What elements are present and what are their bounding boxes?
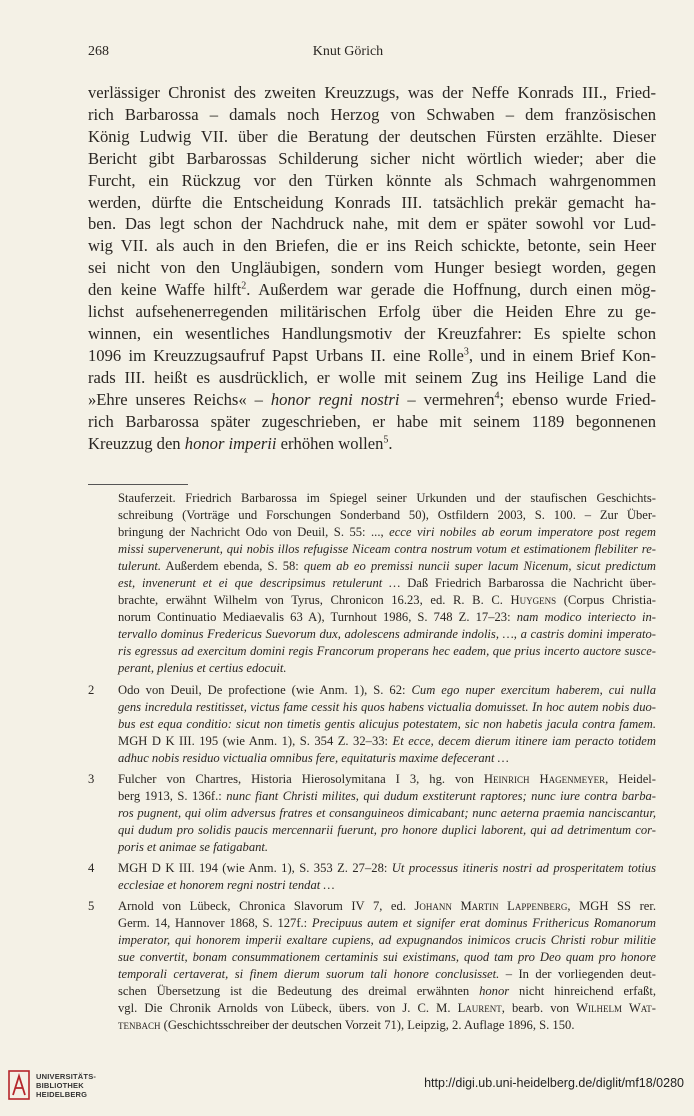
latin-quote: ris egressus ad exercitum domini regis Francorum properans hec eadem, que prius incerto auctore susce- (118, 644, 656, 659)
editor-name: Johann Martin Lappenberg (414, 899, 568, 914)
note-line (118, 771, 656, 788)
footnote-ref-5[interactable]: 5 (383, 433, 389, 445)
footnote-1-continued (88, 490, 656, 678)
latin-term: honor imperii (184, 433, 277, 453)
latin-quote: sue convertit, bonam consummationem certaminis sui existimans, quod tam pro Deo quam pro honore (118, 950, 656, 965)
note-line (118, 839, 656, 856)
footnote-ref-2[interactable]: 2 (241, 280, 247, 292)
note-line (118, 915, 656, 932)
library-name-line: HEIDELBERG (36, 1090, 88, 1099)
text-line: ben. Das legt schon der Nachdruck nahe, mit dem er später sowohl vor Lud- (88, 214, 656, 234)
note-line (118, 524, 656, 541)
text-line: werden, dürfte die Entscheidung Konrads III. tatsächlich prekär gemacht ha- (88, 192, 656, 212)
latin-quote: nam modico interiecto in- (516, 610, 656, 625)
page-number: 268 (88, 44, 109, 59)
text-span: Außerdem ebenda, S. 58: (161, 559, 304, 574)
footnote-ref-4[interactable]: 4 (494, 390, 500, 402)
text-span: , Heidel- (605, 771, 656, 786)
text-line (88, 433, 656, 455)
latin-quote: Et ecce, decem dierum itinere iam peracto totidem (392, 733, 656, 748)
latin-quote: imperator, qui honorem imperii exaltare cupiens, ad expugnandos inimicos crucis Christi robur militie (118, 933, 656, 948)
digitization-footer (0, 1064, 694, 1116)
editor-name: Wilhelm Wat- (576, 1001, 656, 1016)
text-line: König Ludwig VII. über die Beratung der deutschen Fürsten erzählte. Dieser (88, 126, 656, 146)
footnote-number: 5 (88, 899, 95, 914)
footnote-3 (88, 771, 656, 856)
text-span: nicht hinreichend erfaßt, (509, 984, 656, 999)
footnote-rule (88, 484, 188, 485)
text-span: Kreuzzug den (88, 433, 185, 453)
note-line (118, 592, 656, 609)
text-line: Furcht, ein Rückzug vor den Türken könnte als Schmach wahrgenommen (88, 170, 656, 190)
note-line (118, 860, 656, 877)
note-line (118, 949, 656, 966)
text-span: Fulcher von Chartres, Historia Hierosolymitana I 3, hg. von (118, 771, 484, 786)
note-line (118, 626, 656, 643)
text-line: rich Barbarossa – damals noch Herzog von Schwaben – dem französischen (88, 104, 656, 124)
main-text (88, 82, 656, 454)
text-span: »Ehre unseres Reichs« – (88, 389, 271, 409)
latin-quote: tervallo dominus Fredericus Suevorum dux, adolescens admirande indolis, …, a castris domini imperato- (118, 627, 656, 642)
text-span: berg 1913, S. 136f.: (118, 788, 227, 803)
text-span: – vermehren (399, 389, 495, 409)
text-span: , und in einem Brief Kon- (468, 345, 656, 365)
text-line: verlässiger Chronist des zweiten Kreuzzugs, was der Neffe Konrads III., Fried- (88, 83, 656, 102)
text-span: Odo von Deuil, De profectione (wie Anm. 1), S. 62: (118, 682, 412, 697)
editor-name: Huygens (510, 593, 557, 608)
latin-quote: nunc fiant Christi milites, qui dudum exstiterunt raptores; nunc iure contra barba- (226, 788, 656, 803)
note-line (118, 932, 656, 949)
text-line: Bericht gibt Barbarossas Schilderung sicher nicht wörtlich wieder; aber die (88, 148, 656, 168)
text-span: vgl. Die Chronik Arnolds von Lübeck, übers. von J. C. M. (118, 1001, 458, 1016)
text-line (88, 279, 656, 301)
latin-quote: ecclesiae et honorem regni nostri tendat … (118, 878, 335, 893)
latin-quote: ecce viri nobiles ab eorum imperatore post regem (389, 525, 656, 540)
text-span: brachte, erwähnt Wilhelm von Tyrus, Chronicon 16.23, ed. R. B. C. (118, 593, 511, 608)
latin-quote: gens incredula restitisset, victus fame cessit his quos habens victualia domuisset. In hoc autem nobis duo- (118, 699, 656, 714)
latin-quote: missi supervenerunt, qui nobis illos refugisse Niceam contra nostrum votum et estimationem flebiliter re- (118, 542, 656, 557)
text-line: rich Barbarossa später zugeschrieben, er habe mit seinem 1189 begonnenen (88, 411, 656, 431)
text-span: den keine Waffe hilft (88, 280, 242, 300)
library-name (36, 1072, 96, 1099)
latin-term: honor regni nostri (270, 389, 400, 409)
text-line: rads III. heißt es ausdrücklich, er wolle mit seinem Zug ins Heilige Land die (88, 367, 656, 387)
text-span: Daß Friedrich Barbarossa die Nachricht über- (400, 576, 657, 591)
text-line (88, 389, 656, 411)
latin-quote: Precipuus autem et signifer erat dominus Frithericus Romanorum (311, 916, 656, 931)
text-line: lichst aufsehenerregenden militärischen Erfolg über die Heiden Ehre zu ge- (88, 302, 656, 322)
footnote-number: 3 (88, 771, 95, 786)
note-line: Stauferzeit. Friedrich Barbarossa im Spiegel seiner Urkunden und der staufischen Geschichts- (118, 491, 656, 505)
latin-quote: bus est equa conditio: sicut non timetis gentis alicujus potestatem, sic non habetis jacula contra famem. (118, 716, 656, 731)
text-span: , MGH SS rer. (567, 899, 657, 914)
latin-quote: poris et animae se fatigabant. (118, 839, 269, 854)
latin-term: honor (479, 984, 510, 999)
note-line (118, 750, 656, 767)
note-line (118, 609, 656, 626)
text-span: schen Übersetzung ist die Bedeutung des dreimal erwähnten (118, 984, 480, 999)
note-line (118, 575, 656, 592)
note-line (118, 898, 656, 915)
text-span: MGH D K III. 195 (wie Anm. 1), S. 354 Z. 32–33: (118, 733, 393, 748)
editor-name: Heinrich Hagenmeyer (483, 771, 606, 786)
footnote-number: 2 (88, 682, 95, 697)
latin-quote: temporali certaverat, si finem dierum suorum tali honore conclusisset. (118, 967, 500, 982)
latin-quote: adhuc nobis residuo victualia omnibus fere, equitaturis maxime defecerant … (118, 750, 509, 765)
text-line (88, 345, 656, 367)
running-head-author: Knut Görich (312, 44, 384, 59)
note-line (118, 716, 656, 733)
text-span: . (388, 433, 393, 453)
text-span: Arnold von Lübeck, Chronica Slavorum IV 7, ed. (118, 899, 415, 914)
latin-quote: perant, plenius et certius edocuit. (118, 661, 287, 676)
note-line (118, 805, 656, 822)
text-span: – In der vorliegenden deut- (499, 967, 657, 982)
text-span: 1096 im Kreuzzugsaufruf Papst Urbans II. eine Rolle (88, 345, 464, 365)
editor-name: Laurent (457, 1001, 502, 1016)
note-line (118, 1000, 656, 1017)
text-span: bringung der Nachricht Odo von Deuil, S. 55: ..., (118, 525, 390, 540)
text-span: (Corpus Christia- (556, 593, 656, 608)
footnote-2 (88, 682, 656, 767)
note-line (118, 877, 656, 894)
library-name-line: UNIVERSITÄTS- (36, 1072, 97, 1081)
note-line (118, 1017, 656, 1034)
note-line (118, 966, 656, 983)
text-line: wig VII. als auch in den Briefen, die er ins Reich schickte, betonte, sein Heer (88, 236, 656, 256)
text-span: norum Continuatio Mediaevalis 63 A), Turnhout 1986, S. 748 Z. 17–23: (118, 610, 517, 625)
footnote-number: 4 (88, 860, 95, 875)
latin-quote: Cum ego nuper exercitum haberem, cui nulla (411, 682, 656, 697)
library-logo-icon (8, 1070, 30, 1100)
latin-quote: qui dudum pro solidis paucis mercennarii fuerunt, pro honore duplici laborent, qui ad detrimentum cor- (118, 822, 656, 837)
text-span: , bearb. von (501, 1001, 577, 1016)
text-span: ; ebenso wurde Fried- (499, 389, 656, 409)
footnote-5 (88, 898, 656, 1034)
text-span: erhöhen wollen (276, 433, 384, 453)
note-line (118, 541, 656, 558)
note-line: schreibung (Vorträge und Forschungen Sonderband 50), Ostfildern 2003, S. 100. – Zur Über- (118, 508, 656, 523)
text-line: winnen, ein wesentliches Handlungsmotiv der Kreuzfahrer: Es spielte schon (88, 323, 656, 343)
running-header (88, 44, 608, 64)
note-line (118, 660, 656, 677)
text-span: MGH D K III. 194 (wie Anm. 1), S. 353 Z. 27–28: (118, 860, 392, 875)
library-name-line: BIBLIOTHEK (36, 1081, 84, 1090)
footnotes (88, 490, 656, 1034)
note-line (118, 699, 656, 716)
text-span: (Geschichtsschreiber der deutschen Vorzeit 71), Leipzig, 2. Auflage 1896, S. 150. (160, 1018, 575, 1033)
note-line (118, 558, 656, 575)
note-line (118, 983, 656, 1000)
footnote-ref-3[interactable]: 3 (463, 346, 469, 358)
note-line (118, 822, 656, 839)
text-line: sei nicht von den Ungläubigen, sondern vom Hunger besiegt worden, gegen (88, 258, 656, 278)
note-line (118, 643, 656, 660)
latin-quote: quem ab eo premissi nuncii super lacum Nicenum, sicut predictum (303, 559, 656, 574)
latin-quote: Ut processus itineris nostri ad prosperitatem totius (391, 860, 656, 875)
footnote-4 (88, 860, 656, 894)
note-line (118, 682, 656, 699)
note-line (118, 788, 656, 805)
latin-quote: tulerunt. (118, 559, 162, 574)
permalink[interactable]: http://digi.ub.uni-heidelberg.de/diglit/mf18/0280 (424, 1076, 684, 1090)
latin-quote: ros pugnent, qui olim adversus fratres et consanguineos dimicabant; nunc aeterna praemia nanciscantur, (118, 805, 656, 820)
latin-quote: est, invenerunt et ei que descripsimus retulerunt … (118, 576, 401, 591)
note-line (118, 733, 656, 750)
text-span: Germ. 14, Hannover 1868, S. 127f.: (118, 916, 312, 931)
editor-name: tenbach (118, 1018, 161, 1033)
text-span: . Außerdem war gerade die Hoffnung, durch einen mög- (246, 280, 656, 300)
